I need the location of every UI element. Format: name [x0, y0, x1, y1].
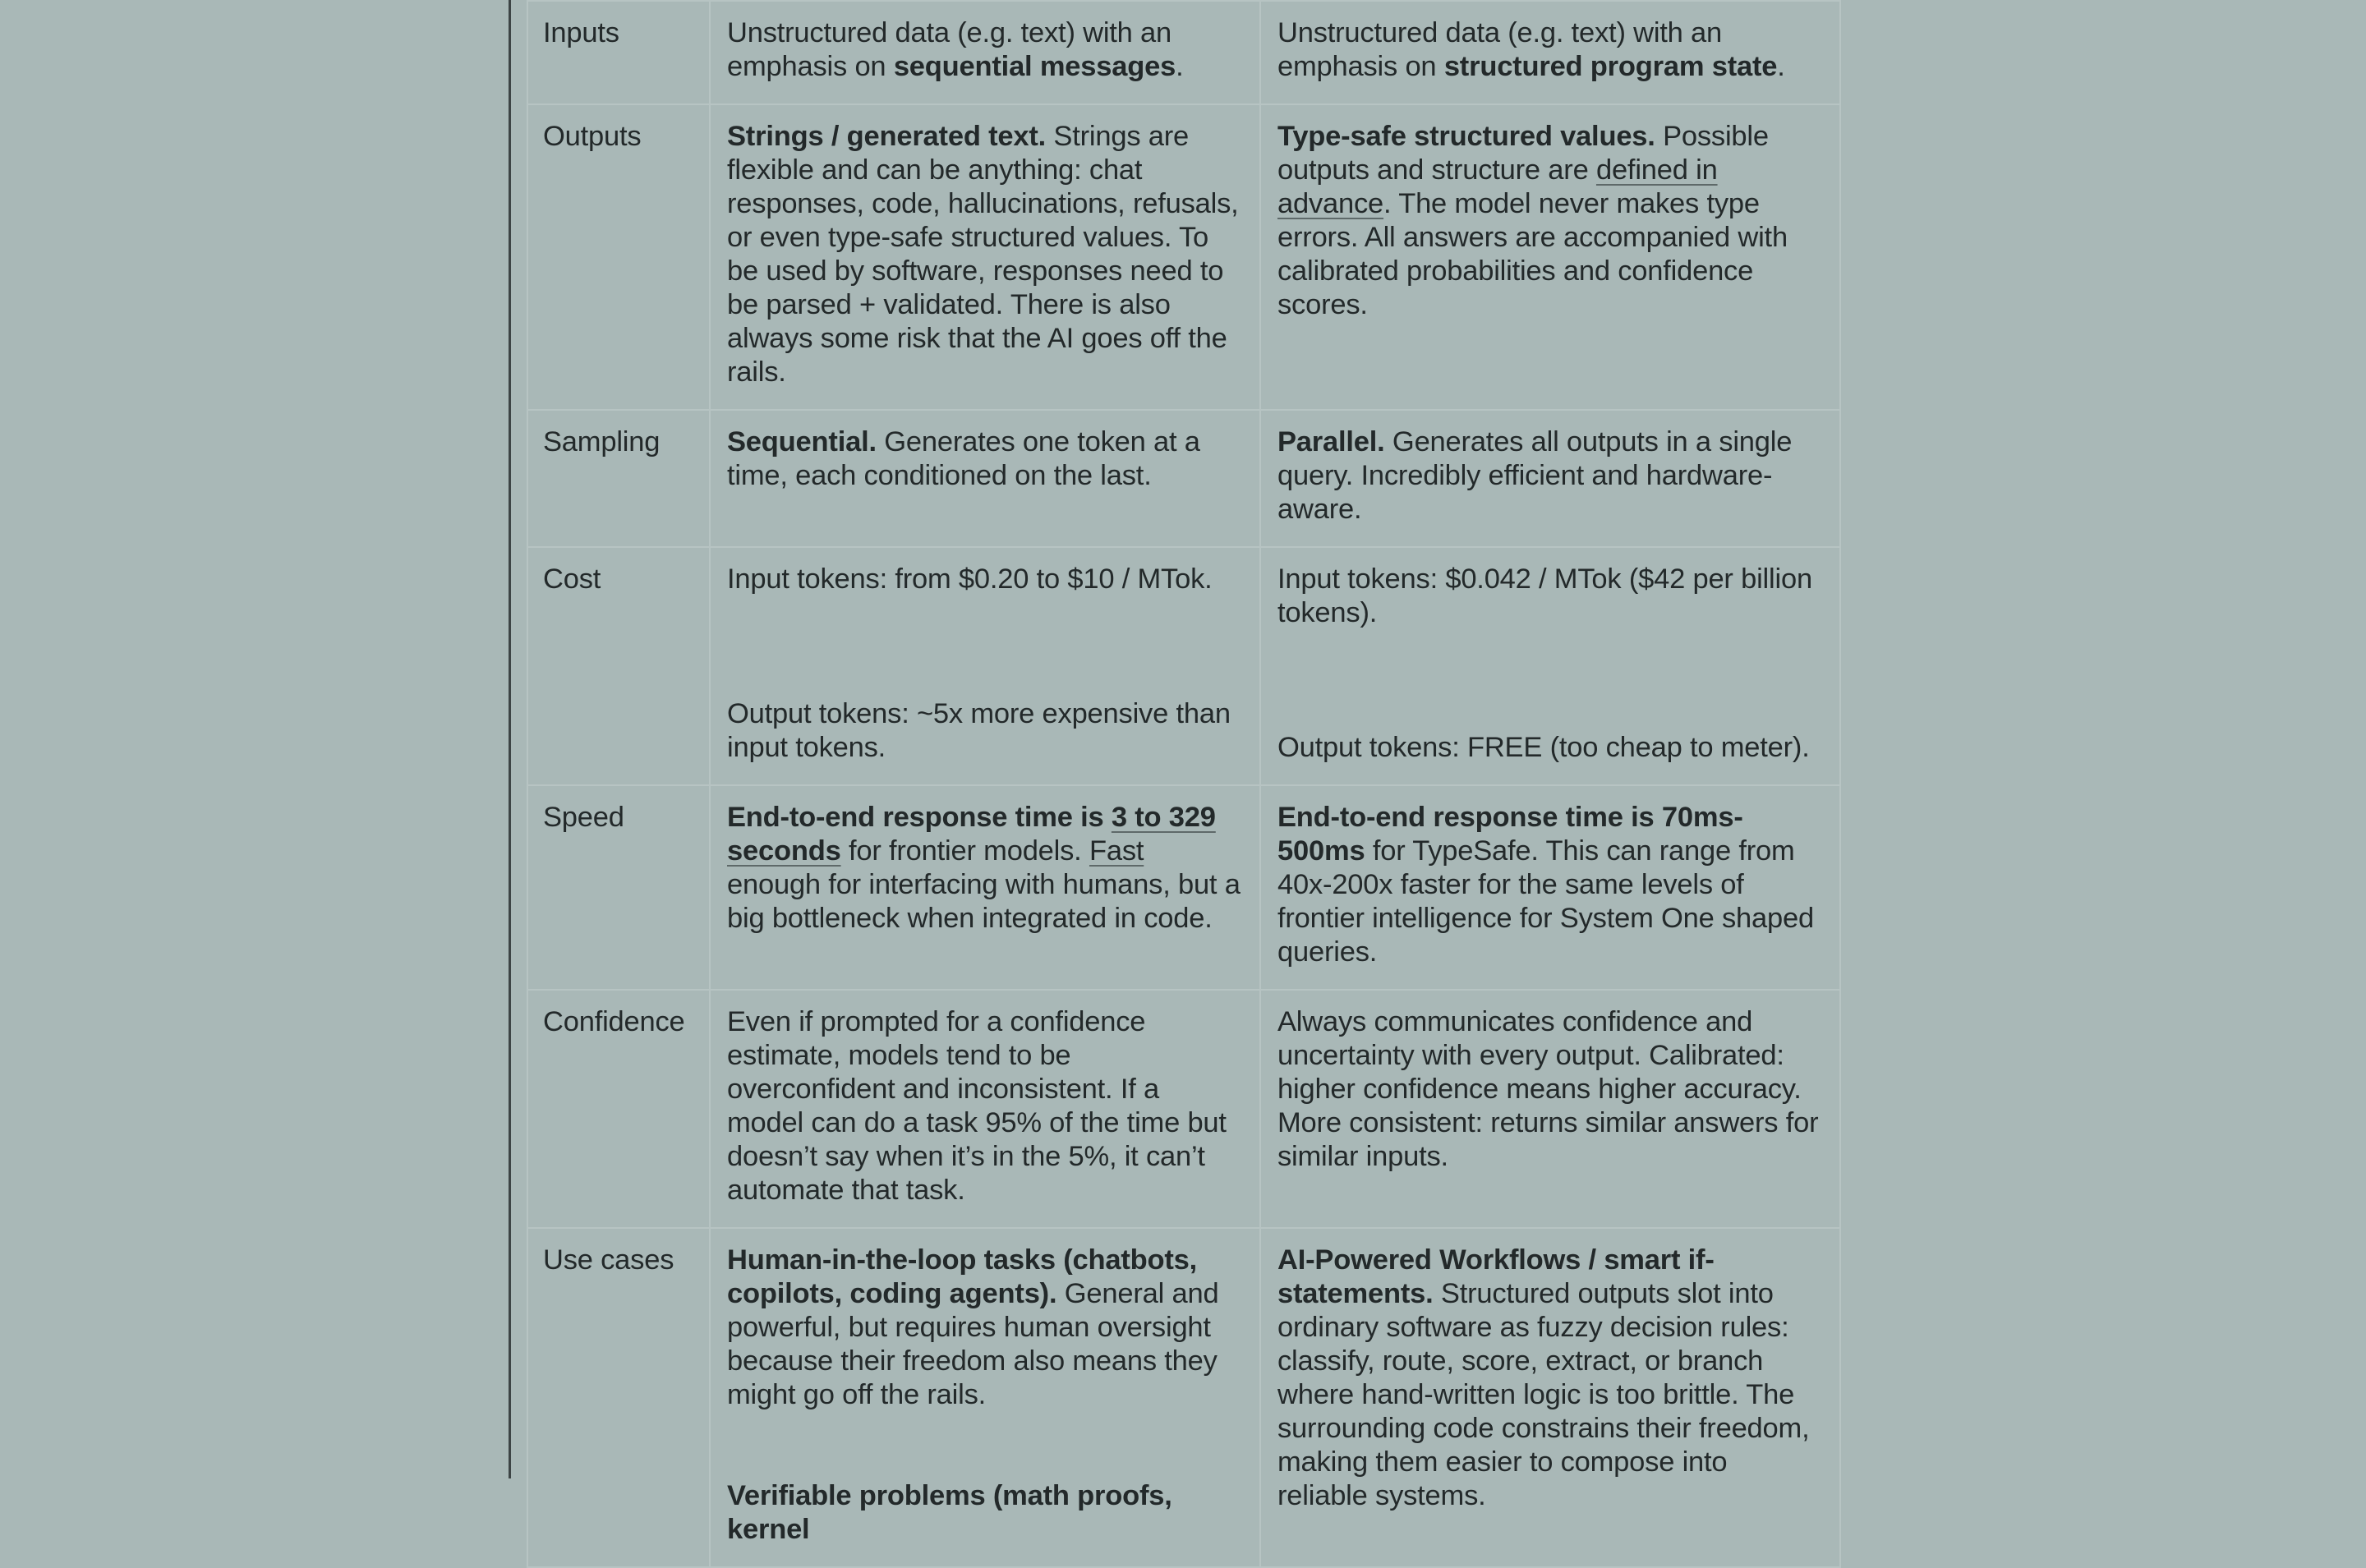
- table-row-speed: [527, 785, 1840, 990]
- row-label: Sampling: [527, 410, 710, 547]
- table-row-outputs: [527, 104, 1840, 410]
- typesafe-cell: End-to-end response time is 70ms-500ms for TypeSafe. This can range from 40x-200x faster for the same levels of frontier intelligence for System One shaped queries.: [1260, 785, 1840, 990]
- table-row-use-cases: [527, 1228, 1840, 1567]
- llm-cell: Unstructured data (e.g. text) with an emphasis on sequential messages.: [710, 1, 1260, 104]
- llm-cell: Human-in-the-loop tasks (chatbots, copilots, coding agents). General and powerful, but requires human oversight because their freedom also means they might go off the rails. Verifiable problems (math proofs, kernel: [710, 1228, 1260, 1567]
- row-label: Speed: [527, 785, 710, 990]
- fast-link[interactable]: Fast: [1089, 835, 1144, 867]
- typesafe-cell: Parallel. Generates all outputs in a single query. Incredibly efficient and hardware-aware.: [1260, 410, 1840, 547]
- llm-cell: Strings / generated text. Strings are flexible and can be anything: chat responses, code, hallucinations, refusals, or even type-safe structured values. To be used by software, responses need to be parsed + validated. There is also always some risk that the AI goes off the rails.: [710, 104, 1260, 410]
- comparison-table: [527, 0, 1839, 1568]
- typesafe-cell: Type-safe structured values. Possible outputs and structure are defined in advance. The model never makes type errors. All answers are accompanied with calibrated probabilities and confidence scores.: [1260, 104, 1840, 410]
- table-row-confidence: [527, 990, 1840, 1228]
- table-row-cost: [527, 547, 1840, 785]
- llm-cell: Input tokens: from $0.20 to $10 / MTok. Output tokens: ~5x more expensive than input tokens.: [710, 547, 1260, 785]
- response-time-link[interactable]: 3 to 329 seconds: [727, 802, 1216, 867]
- left-margin-rule: [509, 0, 511, 1478]
- defined-in-advance-link[interactable]: defined in advance: [1277, 154, 1718, 219]
- typesafe-cell: Unstructured data (e.g. text) with an emphasis on structured program state.: [1260, 1, 1840, 104]
- llm-cell: Even if prompted for a confidence estimate, models tend to be overconfident and inconsistent. If a model can do a task 95% of the time but doesn’t say when it’s in the 5%, it can’t automate that task.: [710, 990, 1260, 1228]
- table-row-inputs: [527, 1, 1840, 104]
- row-label: Use cases: [527, 1228, 710, 1567]
- typesafe-cell: Always communicates confidence and uncertainty with every output. Calibrated: higher confidence means higher accuracy. More consistent: returns similar answers for similar inputs.: [1260, 990, 1840, 1228]
- row-label: Outputs: [527, 104, 710, 410]
- llm-cell: End-to-end response time is 3 to 329 seconds for frontier models. Fast enough for interfacing with humans, but a big bottleneck when integrated in code.: [710, 785, 1260, 990]
- row-label: Cost: [527, 547, 710, 785]
- llm-cell: Sequential. Generates one token at a time, each conditioned on the last.: [710, 410, 1260, 547]
- row-label: Confidence: [527, 990, 710, 1228]
- typesafe-cell: Input tokens: $0.042 / MTok ($42 per billion tokens). Output tokens: FREE (too cheap to meter).: [1260, 547, 1840, 785]
- table-row-sampling: [527, 410, 1840, 547]
- typesafe-cell: AI-Powered Workflows / smart if-statements. Structured outputs slot into ordinary software as fuzzy decision rules: classify, route, score, extract, or branch where hand-written logic is too brittle. The surrounding code constrains their freedom, making them easier to compose into reliable systems.: [1260, 1228, 1840, 1567]
- row-label: Inputs: [527, 1, 710, 104]
